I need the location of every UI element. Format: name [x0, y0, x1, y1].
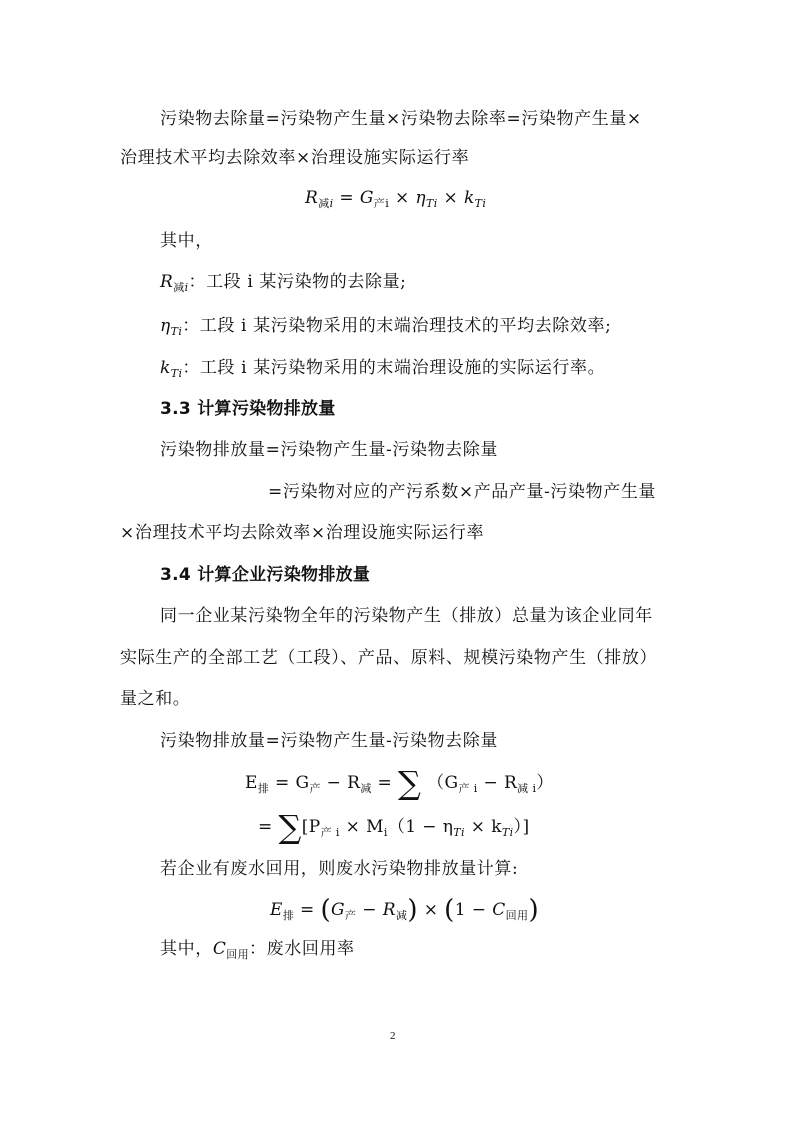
- text-line: 污染物去除量=污染物产生量×污染物去除率=污染物产生量×: [160, 109, 642, 129]
- symbol: G: [331, 900, 346, 920]
- section-heading: 3.3 计算污染物排放量: [160, 399, 336, 419]
- subscript: 减: [360, 782, 372, 795]
- text: 其中，: [160, 939, 213, 959]
- symbol: G: [295, 773, 310, 793]
- definition-line: [160, 356, 605, 386]
- definition-text: ：工段 i 某污染物的去除量;: [188, 272, 407, 292]
- text-line: 污染物排放量=污染物产生量-污染物去除量: [160, 440, 498, 460]
- subscript: Ti: [170, 367, 183, 380]
- subscript: 回用: [226, 948, 250, 961]
- subscript: 回用: [505, 909, 529, 922]
- definition-text: ：工段 i 某污染物采用的末端治理技术的平均去除效率;: [182, 316, 612, 336]
- sum-symbol: ∑: [398, 764, 422, 802]
- symbol: M: [366, 817, 384, 837]
- symbol: η: [415, 188, 426, 208]
- symbol: G: [359, 188, 374, 208]
- text-line: 治理技术平均去除效率×治理设施实际运行率: [120, 148, 470, 168]
- symbol: P: [308, 817, 321, 837]
- definition-line: [160, 937, 355, 967]
- subscript: Ti: [170, 325, 183, 338]
- symbol: E: [270, 900, 283, 920]
- definition-line: [160, 270, 407, 300]
- subscript: i: [184, 281, 189, 294]
- symbol: k: [160, 358, 171, 378]
- formula-wastewater: $E_排 = (G_产 - R_减) \times (1 - C_{回用})$: [270, 895, 539, 925]
- subscript: 减 i: [517, 782, 537, 795]
- symbol: R: [347, 773, 361, 793]
- subscript: 排: [282, 909, 295, 922]
- definition-line: [160, 314, 611, 344]
- symbol: 1: [405, 817, 417, 837]
- subscript: Ti: [426, 197, 438, 210]
- subscript: 排: [257, 782, 270, 795]
- text-line: =污染物对应的产污系数×产品产量-污染物产生量: [268, 482, 657, 502]
- symbol: η: [160, 316, 171, 336]
- paragraph-line: 量之和。: [120, 689, 191, 709]
- symbol: R: [503, 773, 518, 793]
- subscript: 产: [309, 782, 321, 795]
- page-number: 2: [390, 1030, 396, 1042]
- sum-symbol: ∑: [278, 808, 302, 846]
- subscript: 减: [318, 197, 330, 210]
- text-line: ×治理技术平均去除效率×治理设施实际运行率: [120, 523, 485, 543]
- symbol: R: [305, 188, 319, 208]
- section-heading: 3.4 计算企业污染物排放量: [160, 565, 371, 585]
- symbol: C: [212, 939, 227, 959]
- symbol: C: [492, 900, 506, 920]
- subscript: 减: [395, 909, 408, 922]
- symbol: E: [245, 773, 258, 793]
- symbol: 1: [454, 900, 466, 920]
- subscript: Ti: [474, 197, 487, 210]
- paragraph-line: 实际生产的全部工艺（工段）、产品、原料、规模污染物产生（排放）: [120, 648, 658, 668]
- text-line: 若企业有废水回用，则废水污染物排放量计算:: [160, 859, 519, 879]
- subscript: Ti: [453, 826, 465, 839]
- text-line: 污染物排放量=污染物产生量-污染物去除量: [160, 731, 498, 751]
- paragraph-line: 同一企业某污染物全年的污染物产生（排放）总量为该企业同年: [160, 606, 653, 626]
- subscript: 产: [345, 909, 357, 922]
- definition-text: ：工段 i 某污染物采用的末端治理设施的实际运行率。: [182, 358, 606, 378]
- subscript: Ti: [501, 826, 514, 839]
- symbol: R: [382, 900, 396, 920]
- symbol: G: [444, 773, 459, 793]
- subscript: 减: [173, 281, 185, 294]
- symbol: R: [160, 272, 174, 292]
- symbol: k: [463, 188, 475, 208]
- text-line: 其中，: [160, 231, 213, 251]
- formula-emission-line1: $E_排 = G_产 - R_减$ = ∑ $(G_{产 i} - R_{减 i})$: [245, 764, 554, 802]
- formula-removal: $R_{减i} = G_{产i} \times \eta_{Ti} \times k_{Ti}$: [305, 188, 487, 210]
- subscript: i: [383, 826, 388, 839]
- subscript: i: [329, 197, 334, 210]
- subscript: 产i: [373, 197, 390, 210]
- subscript: 产 i: [320, 826, 340, 839]
- subscript: 产 i: [458, 782, 478, 795]
- definition-text: ：废水回用率: [249, 939, 355, 959]
- formula-emission-line2: = $\sum[P_{产 i} \times M_i(1 - \eta_{Ti} \times k_{Ti})]$: [258, 808, 530, 846]
